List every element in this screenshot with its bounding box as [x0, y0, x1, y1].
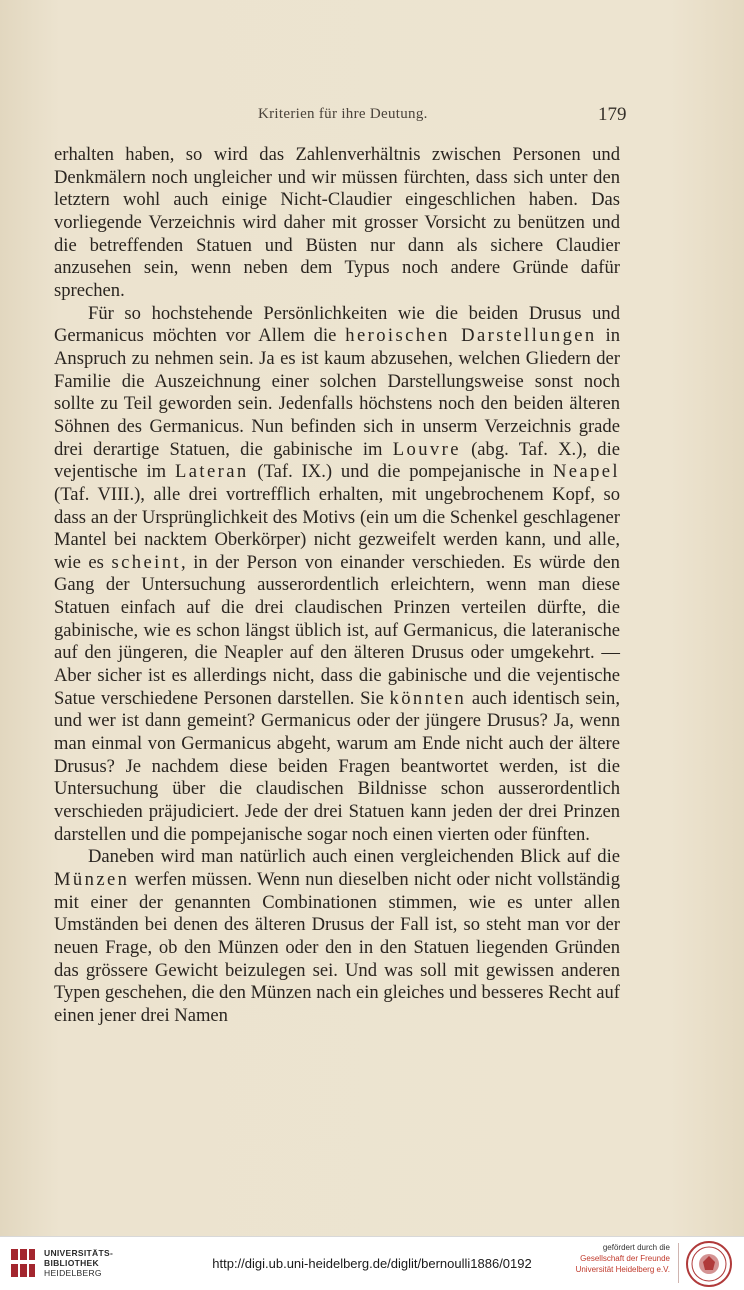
text-run: in Anspruch zu nehmen sein. Ja es ist kaum abzusehen, welchen Gliedern der Familie die Auszeichnung einer solchen Darstellungsweise sonst noch sollte zu Teil geworden sein. Jedenfalls höchstens noch den beiden älteren Söhnen des Germanicus. Nun befinden sich in unserm Verzeichnis grade drei derartige Statuen, die gabinische im	[54, 325, 620, 460]
library-line-3: HEIDELBERG	[44, 1268, 102, 1278]
sponsor-lead: gefördert durch die	[602, 1243, 670, 1252]
library-line-2: BIBLIOTHEK	[44, 1258, 99, 1268]
running-title: Kriterien für ihre Deutung.	[258, 106, 428, 122]
spaced-emphasis: Louvre	[392, 438, 461, 460]
text-run: (Taf. VIII.), alle drei vortrefflich erhalten, mit ungebrochenem Kopf, so dass an der Ursprünglichkeit des Motivs (ein um die Schenkel geschlagener Mantel bei nacktem Oberkörper) nicht gezweifelt werden kann, und alle, wie es	[54, 483, 620, 573]
spaced-emphasis: Neapel	[552, 461, 620, 483]
paragraph	[54, 144, 620, 303]
sponsor-credit	[566, 1242, 670, 1275]
text-run: erhalten haben, so wird das Zahlenverhältnis zwischen Personen und Denkmälern noch ungleicher und wir müssen fürchten, dass sich unter den letztern wohl auch einige Nicht-Claudier eingeschlichen haben. Das vorliegende Verzeichnis wird daher mit grosser Vorsicht zu benützen und die betreffenden Statuen und Büsten nur dann als sichere Claudier anzusehen sein, wenn neben dem Typus noch andere Gründe dafür sprechen.	[54, 144, 620, 301]
university-seal-icon	[685, 1240, 733, 1288]
viewer-footer	[0, 1236, 744, 1290]
footer-divider	[678, 1243, 679, 1283]
running-head	[0, 104, 744, 130]
permalink-url[interactable]: http://digi.ub.uni-heidelberg.de/diglit/bernoulli1886/0192	[212, 1256, 532, 1271]
spaced-emphasis: scheint	[111, 551, 181, 573]
spaced-emphasis: Münzen	[54, 869, 130, 890]
text-run: (abg. Taf. X.), die vejentische im	[54, 438, 620, 483]
text-run: auch identisch sein, und wer ist dann gemeint? Germanicus oder der jüngere Drusus? Ja, wenn man einmal von Germanicus abgeht, warum am Ende nicht auch der ältere Drusus? Je nachdem diese beiden Fragen beantwortet werden, ist die Untersuchung über die claudischen Bildnisse schon ausserordentlich verschieden präjudiciert. Jede der drei Statuen kann jeden der drei Prinzen darstellen und die pompejanische sogar noch einen vierten oder fünften.	[54, 687, 621, 845]
text-run: Für so hochstehende Persönlichkeiten wie die beiden Drusus und Germanicus möchten vor Allem die	[54, 302, 620, 347]
page-number: 179	[598, 104, 627, 125]
paragraph	[54, 303, 620, 847]
paragraph	[54, 846, 620, 1027]
text-run: (Taf. IX.) und die pompejanische in	[248, 461, 553, 483]
spaced-emphasis: könnten	[389, 687, 467, 709]
text-run: werfen müssen. Wenn nun dieselben nicht oder nicht vollständig mit einer der genannten Combinationen stimmen, wie es unter allen Umständen bei denen des älteren Drusus der Fall ist, so steht man vor der neuen Frage, ob den Münzen oder den in den Statuen liegenden Gründen das grössere Gewicht beizulegen sei. Und was soll mit gewissen anderen Typen geschehen, die den Münzen nach ein gleiches und besseres Recht auf einen jener drei Namen	[54, 869, 620, 1026]
sponsor-line-1[interactable]: Gesellschaft der Freunde	[580, 1254, 670, 1263]
spaced-emphasis: Lateran	[174, 461, 249, 483]
library-line-1: UNIVERSITÄTS-	[44, 1248, 114, 1258]
body-text	[54, 144, 620, 1028]
spaced-emphasis: heroischen Darstellungen	[345, 325, 597, 347]
sponsor-line-2[interactable]: Universität Heidelberg e.V.	[575, 1265, 670, 1274]
text-run: Daneben wird man natürlich auch einen vergleichenden Blick auf die	[88, 846, 620, 868]
text-run: , in der Person von einander verschieden. Es würde den Gang der Untersuchung ausserordentlich erleichtern, wenn man diese Statuen einfach auf die drei claudischen Prinzen verteilen dürfte, die gabinische, wie es schon längst üblich ist, auf Germanicus, die lateranische auf den jüngeren, die Neapler auf den älteren Drusus oder umgekehrt. — Aber sicher ist es allerdings nicht, dass die gabinische und die vejentische Satue verschiedene Personen darstellen. Sie	[54, 551, 620, 709]
